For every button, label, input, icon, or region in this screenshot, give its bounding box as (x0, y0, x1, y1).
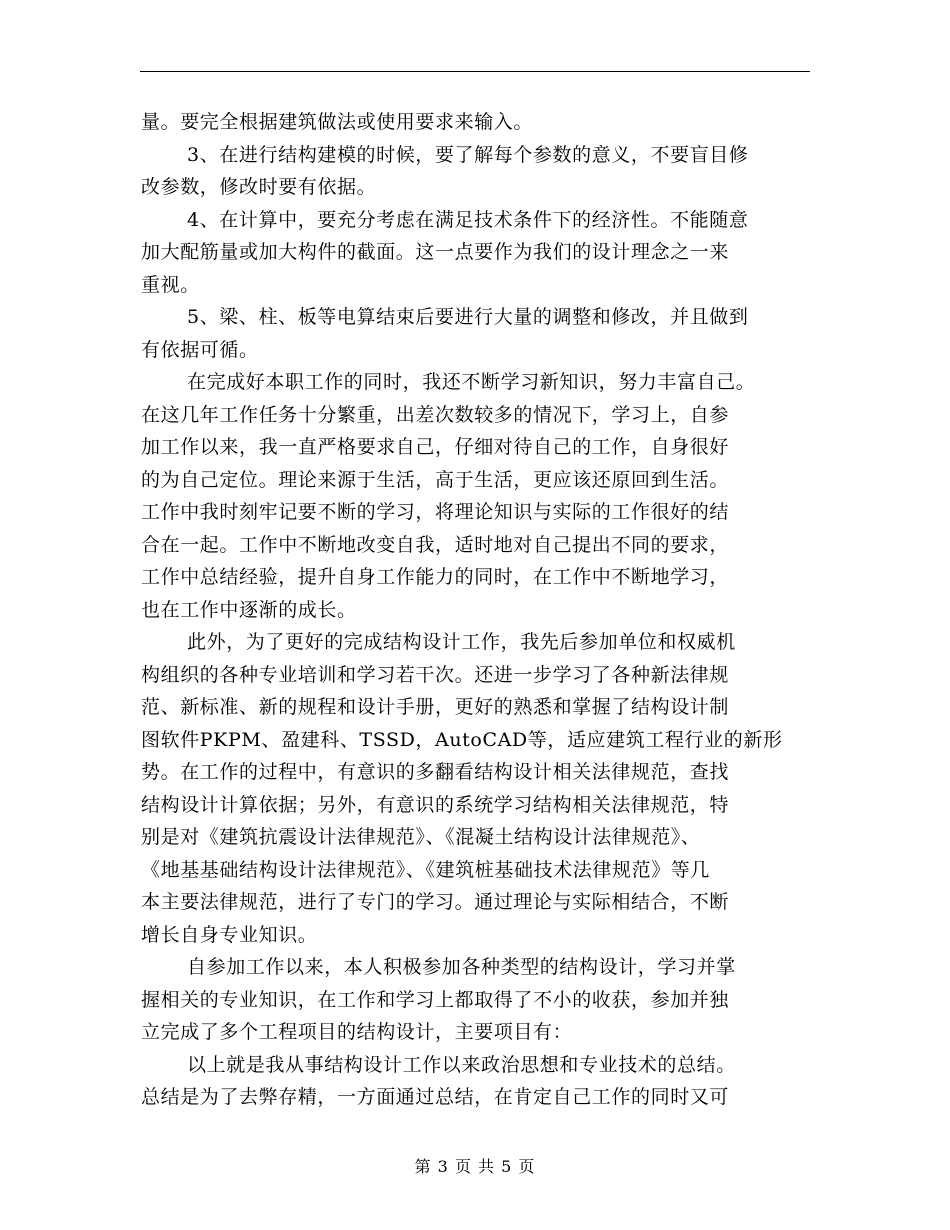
text-line: 《地基基础结构设计法律规范》、《建筑桩基础技术法律规范》等几 (141, 858, 711, 881)
text-line: 本主要法律规范，进行了专门的学习。通过理论与实际相结合，不断 (141, 891, 730, 913)
text-line: 以上就是我从事结构设计工作以来政治思想和专业技术的总结。 (187, 1053, 736, 1076)
text-line: 图软件PKPM、盈建科、TSSD，AutoCAD等，适应建筑工程行业的新形 (141, 728, 783, 751)
text-line: 结构设计计算依据；另外，有意识的系统学习结构相关法律规范，特 (141, 793, 730, 816)
text-line: 立完成了多个工程项目的结构设计，主要项目有： (141, 1021, 573, 1043)
header-rule (140, 71, 810, 72)
text-line: 总结是为了去弊存精，一方面通过总结，在肯定自己工作的同时又可 (141, 1086, 730, 1108)
text-line: 握相关的专业知识，在工作和学习上都取得了不小的收获，参加并独 (141, 988, 730, 1011)
text-line: 加大配筋量或加大构件的截面。这一点要作为我们的设计理念之一来 (141, 241, 730, 263)
text-line: 重视。 (141, 273, 200, 296)
text-line: 5、梁、柱、板等电算结束后要进行大量的调整和修改，并且做到 (187, 306, 749, 328)
text-line: 范、新标准、新的规程和设计手册，更好的熟悉和掌握了结构设计制 (141, 696, 730, 718)
text-line: 的为自己定位。理论来源于生活，高于生活，更应该还原回到生活。 (141, 468, 730, 491)
text-line: 自参加工作以来，本人积极参加各种类型的结构设计，学习并掌 (187, 956, 736, 978)
text-line: 合在一起。工作中不断地改变自我，适时地对自己提出不同的要求， (141, 533, 730, 556)
text-line: 构组织的各种专业培训和学习若干次。还进一步学习了各种新法律规 (141, 663, 730, 686)
document-body (141, 106, 809, 1114)
text-line: 此外，为了更好的完成结构设计工作，我先后参加单位和权威机 (187, 631, 736, 653)
page-number: 第 3 页 共 5 页 (414, 1157, 536, 1176)
text-line: 势。在工作的过程中，有意识的多翻看结构设计相关法律规范，查找 (141, 761, 730, 783)
text-line: 有依据可循。 (141, 338, 259, 361)
text-line: 加工作以来，我一直严格要求自己，仔细对待自己的工作，自身很好 (141, 436, 730, 458)
text-line: 工作中我时刻牢记要不断的学习，将理论知识与实际的工作很好的结 (141, 501, 730, 523)
text-line: 4、在计算中，要充分考虑在满足技术条件下的经济性。不能随意 (187, 208, 749, 231)
text-line: 在完成好本职工作的同时，我还不断学习新知识，努力丰富自己。 (187, 371, 756, 393)
text-line: 工作中总结经验，提升自身工作能力的同时，在工作中不断地学习， (141, 566, 730, 588)
text-line: 别是对《建筑抗震设计法律规范》、《混凝土结构设计法律规范》、 (141, 826, 701, 848)
text-line: 增长自身专业知识。 (141, 923, 318, 946)
text-line: 也在工作中逐渐的成长。 (141, 598, 357, 621)
text-line: 量。要完全根据建筑做法或使用要求来输入。 (141, 111, 534, 133)
text-line: 在这几年工作任务十分繁重，出差次数较多的情况下，学习上，自参 (141, 403, 730, 426)
text-line: 3、在进行结构建模的时候，要了解每个参数的意义，不要盲目修 (187, 143, 749, 166)
text-line: 改参数，修改时要有依据。 (141, 176, 377, 198)
